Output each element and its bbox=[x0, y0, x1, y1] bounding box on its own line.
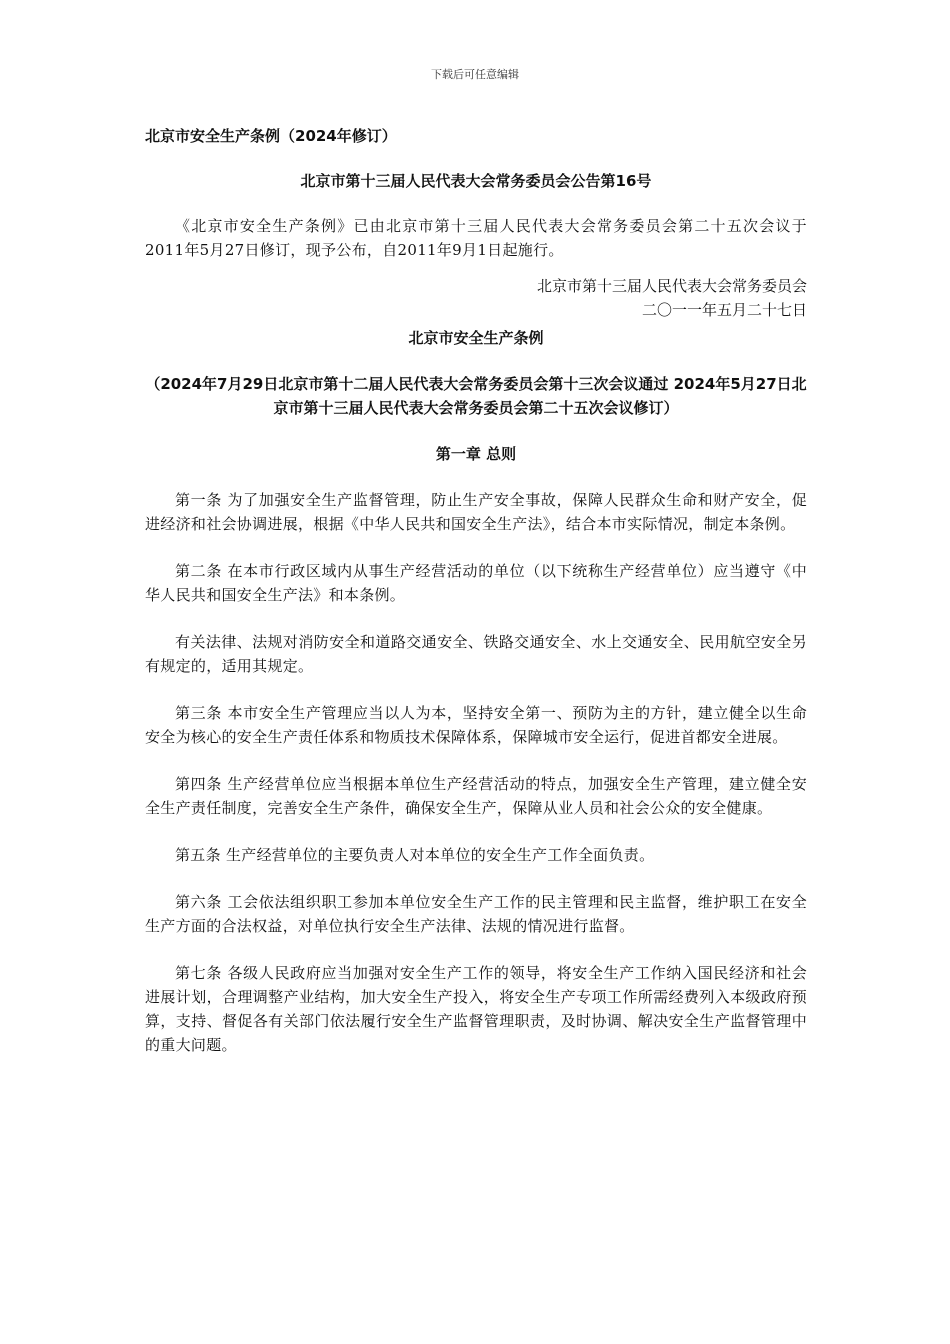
law-title: 北京市安全生产条例 bbox=[408, 329, 544, 347]
notice-body: 《北京市安全生产条例》已由北京市第十三届人民代表大会常务委员会第二十五次会议于2011年5月27日修订，现予公布，自2011年9月1日起施行。 bbox=[145, 217, 807, 259]
article-2: 第二条 在本市行政区域内从事生产经营活动的单位（以下统称生产经营单位）应当遵守《中华人民共和国安全生产法》和本条例。 bbox=[145, 562, 807, 604]
article-1: 第一条 为了加强安全生产监督管理，防止生产安全事故，保障人民群众生命和财产安全，促进经济和社会协调进展，根据《中华人民共和国安全生产法》，结合本市实际情况，制定本条例。 bbox=[145, 491, 807, 533]
article-6: 第六条 工会依法组织职工参加本单位安全生产工作的民主管理和民主监督，维护职工在安全生产方面的合法权益，对单位执行安全生产法律、法规的情况进行监督。 bbox=[145, 893, 807, 935]
article-4: 第四条 生产经营单位应当根据本单位生产经营活动的特点，加强安全生产管理，建立健全安全生产责任制度，完善安全生产条件，确保安全生产，保障从业人员和社会公众的安全健康。 bbox=[145, 775, 807, 817]
page-header-note: 下载后可任意编辑 bbox=[431, 68, 519, 81]
document-title: 北京市安全生产条例（2024年修订） bbox=[145, 127, 397, 145]
chapter-title: 第一章 总则 bbox=[435, 445, 517, 463]
article-5: 第五条 生产经营单位的主要负责人对本单位的安全生产工作全面负责。 bbox=[175, 846, 655, 864]
law-adoption-note: （2024年7月29日北京市第十二届人民代表大会常务委员会第十三次会议通过 2024年5月27日北京市第十三届人民代表大会常务委员会第二十五次会议修订） bbox=[145, 375, 807, 417]
signature-date: 二〇一一年五月二十七日 bbox=[641, 301, 807, 319]
notice-title: 北京市第十三届人民代表大会常务委员会公告第16号 bbox=[300, 172, 652, 190]
article-2-clause: 有关法律、法规对消防安全和道路交通安全、铁路交通安全、水上交通安全、民用航空安全另有规定的，适用其规定。 bbox=[145, 633, 807, 675]
signature-org: 北京市第十三届人民代表大会常务委员会 bbox=[536, 277, 807, 295]
article-3: 第三条 本市安全生产管理应当以人为本，坚持安全第一、预防为主的方针，建立健全以生命安全为核心的安全生产责任体系和物质技术保障体系，保障城市安全运行，促进首都安全进展。 bbox=[145, 704, 807, 746]
article-7: 第七条 各级人民政府应当加强对安全生产工作的领导，将安全生产工作纳入国民经济和社会进展计划，合理调整产业结构，加大安全生产投入，将安全生产专项工作所需经费列入本级政府预算，支持、督促各有关部门依法履行安全生产监督管理职责，及时协调、解决安全生产监督管理中的重大问题。 bbox=[145, 964, 807, 1054]
document-body bbox=[145, 124, 807, 1080]
